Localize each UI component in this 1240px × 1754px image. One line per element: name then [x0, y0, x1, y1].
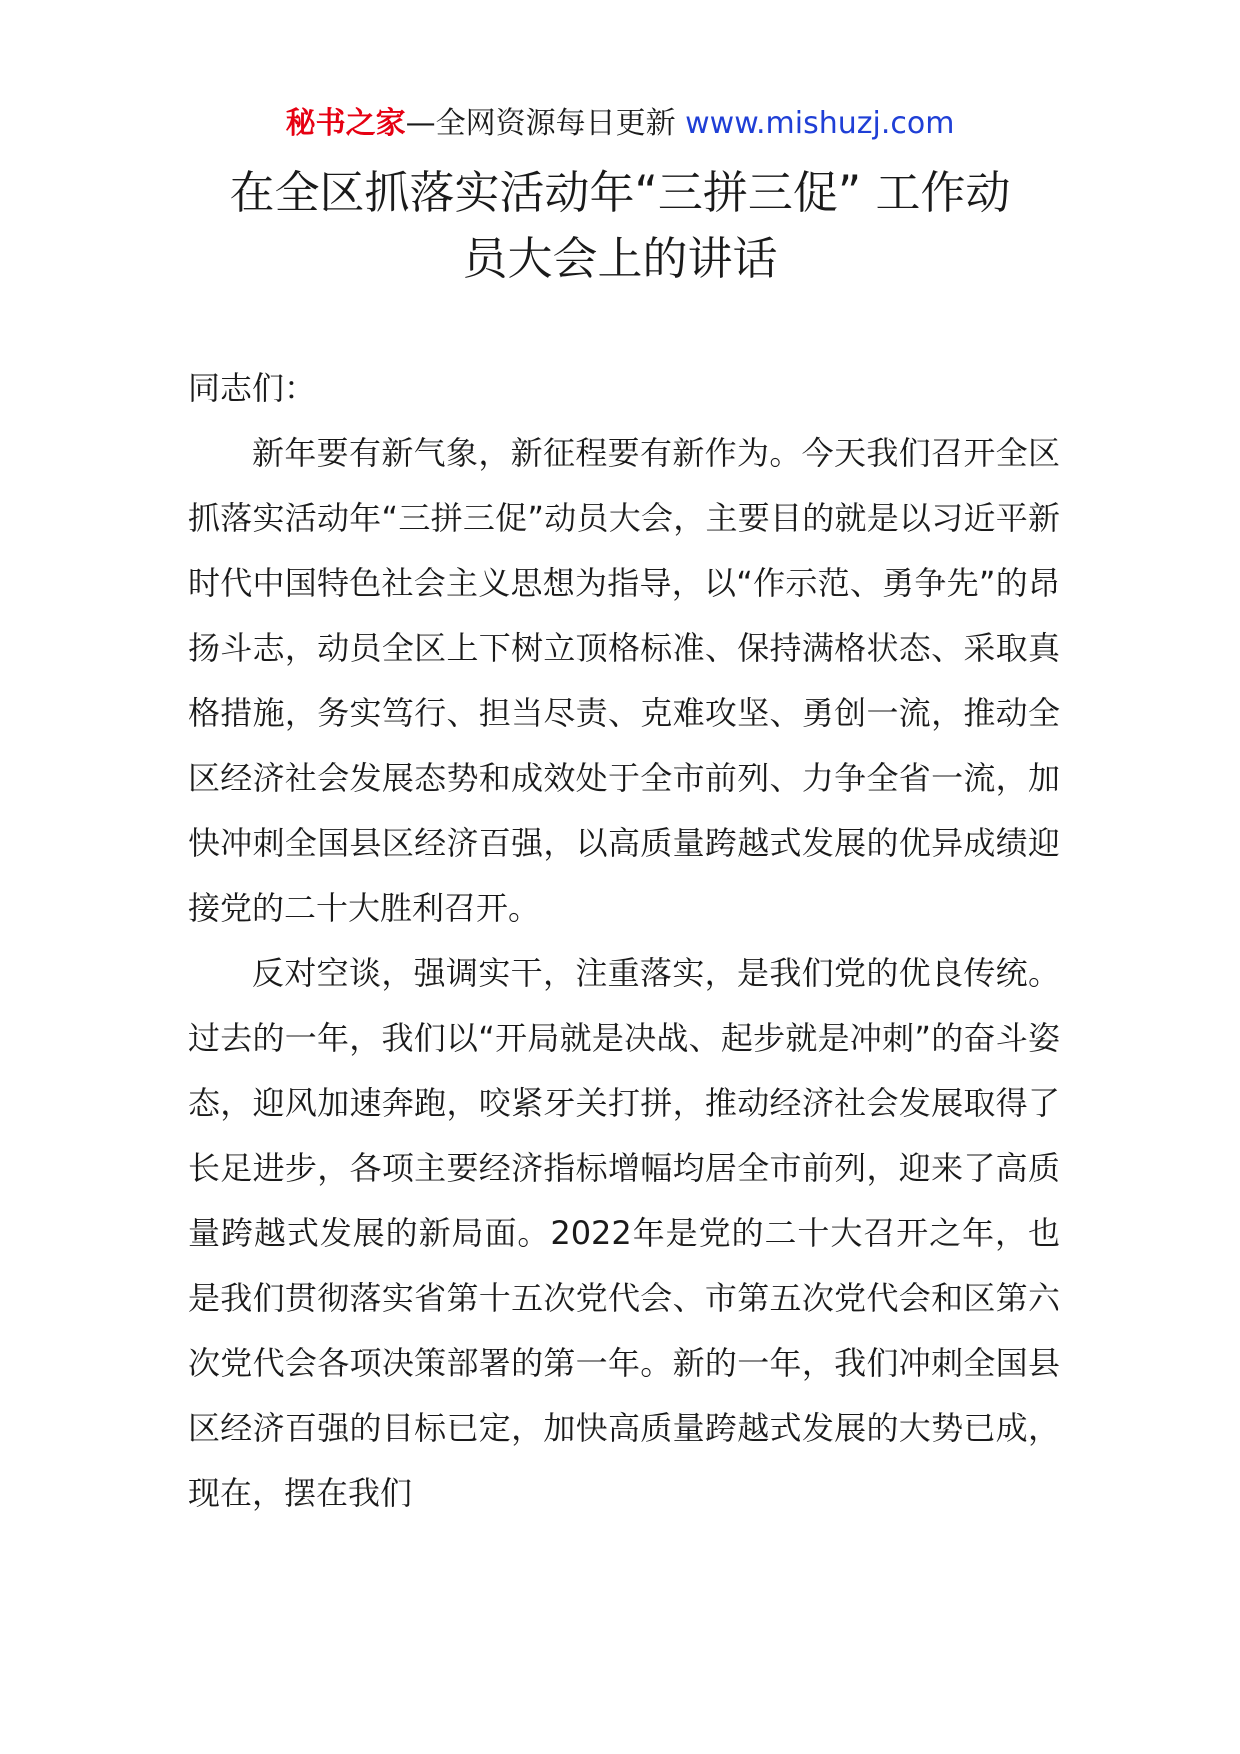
paragraph-1: 新年要有新气象，新征程要有新作为。今天我们召开全区抓落实活动年“三拼三促”动员大会，主要目的就是以习近平新时代中国特色社会主义思想为指导，以“作示范、勇争先”的昂扬斗志，动员全区上下树立顶格标准、保持满格状态、采取真格措施，务实笃行、担当尽责、克难攻坚、勇创一流，推动全区经济社会发展态势和成效处于全市前列、力争全省一流，加快冲刺全国县区经济百强，以高质量跨越式发展的优异成绩迎接党的二十大胜利召开。: [188, 434, 1060, 927]
title-line-1: 在全区抓落实活动年“三拼三促” 工作动: [229, 166, 1011, 219]
site-header: [0, 100, 1240, 148]
site-url-link[interactable]: www.mishuzj.com: [685, 106, 955, 141]
paragraph-2: 反对空谈，强调实干，注重落实，是我们党的优良传统。过去的一年，我们以“开局就是决战、起步就是冲刺”的奋斗姿态，迎风加速奔跑，咬紧牙关打拼，推动经济社会发展取得了长足进步，各项主要经济指标增幅均居全市前列，迎来了高质量跨越式发展的新局面。2022年是党的二十大召开之年，也是我们贯彻落实省第十五次党代会、市第五次党代会和区第六次党代会各项决策部署的第一年。新的一年，我们冲刺全国县区经济百强的目标已定，加快高质量跨越式发展的大势已成，现在，摆在我们: [188, 954, 1060, 1512]
header-tagline: —全网资源每日更新: [405, 106, 676, 141]
document-title: [180, 160, 1060, 292]
document-body: [188, 356, 1060, 1526]
brand-name: 秘书之家: [285, 106, 406, 141]
title-line-2: 员大会上的讲话: [462, 232, 778, 285]
salutation: 同志们：: [188, 369, 317, 407]
